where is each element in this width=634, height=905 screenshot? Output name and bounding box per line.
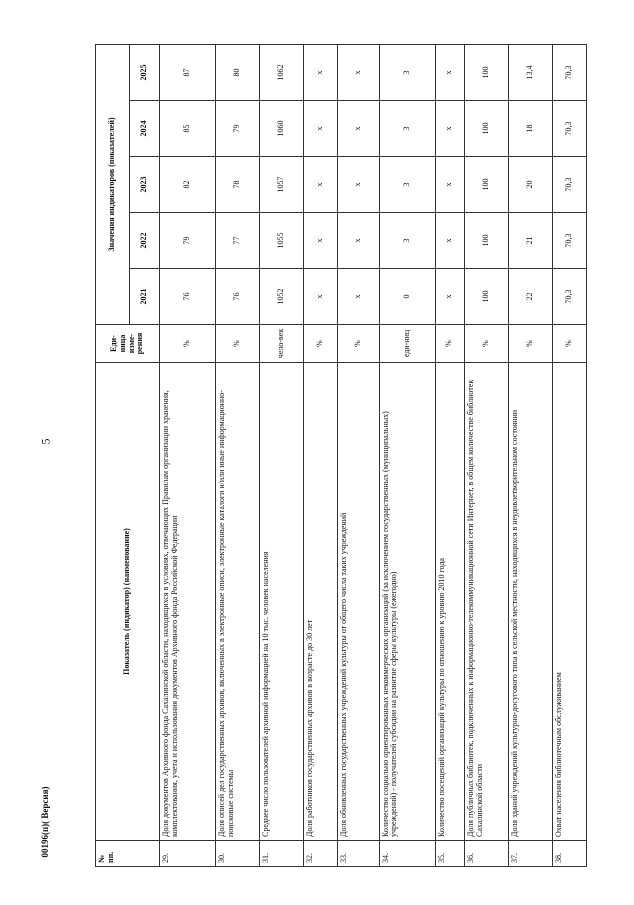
row-value: 70,3	[552, 101, 586, 157]
row-value: 1052	[260, 269, 304, 325]
row-unit: %	[216, 325, 260, 363]
row-value: 79	[160, 213, 216, 269]
row-unit: %	[435, 325, 464, 363]
table-row	[464, 44, 508, 866]
row-value: 78	[216, 157, 260, 213]
table-row	[508, 44, 552, 866]
row-value: 1060	[260, 101, 304, 157]
row-value: 87	[160, 44, 216, 100]
row-value: 70,3	[552, 213, 586, 269]
header-values-group: Значения индикаторов (показателей)	[96, 44, 130, 324]
row-value: x	[435, 157, 464, 213]
row-value: x	[435, 269, 464, 325]
row-value: 100	[464, 44, 508, 100]
row-value: 70,3	[552, 269, 586, 325]
header-unit: Еди-ница изме-рения	[96, 325, 160, 363]
header-name: Показатель (индикатор) (наименование)	[96, 363, 160, 841]
row-value: 22	[508, 269, 552, 325]
row-value: 0	[379, 269, 435, 325]
row-unit: еди-ниц	[379, 325, 435, 363]
row-value: 3	[379, 157, 435, 213]
row-num: 33.	[338, 841, 379, 867]
row-value: 76	[160, 269, 216, 325]
row-name: Доля описей дел государственных архивов, включенных в электронные описи, электронные каталоги и/или иные информационно-поисковые системы	[216, 363, 260, 841]
row-name: Доля работников государственных архивов в возрасте до 30 лет	[303, 363, 337, 841]
table-row	[303, 44, 337, 866]
row-value: x	[303, 269, 337, 325]
row-value: 79	[216, 101, 260, 157]
row-num: 35.	[435, 841, 464, 867]
row-unit: %	[160, 325, 216, 363]
row-unit: чело-век	[260, 325, 304, 363]
row-num: 37.	[508, 841, 552, 867]
row-value: 77	[216, 213, 260, 269]
table-row	[160, 44, 216, 866]
row-value: 20	[508, 157, 552, 213]
row-value: x	[303, 44, 337, 100]
row-value: 13,4	[508, 44, 552, 100]
row-value: x	[435, 44, 464, 100]
row-name: Доля публичных библиотек, подключенных к информационно-телекоммуникационной сети Интернет, в общем количестве библиотек Сахалинской области	[464, 363, 508, 841]
document-footer-code: 00196(п)( Версия)	[40, 786, 50, 858]
row-value: x	[338, 213, 379, 269]
row-value: 70,3	[552, 157, 586, 213]
header-num: № пп.	[96, 841, 160, 867]
row-value: x	[338, 44, 379, 100]
row-name: Доля обновленных государственных учреждений культуры от общего числа таких учреждений	[338, 363, 379, 841]
row-name: Доля зданий учреждений культурно-досугового типа в сельской местности, находящихся в неудовлетворительном состоянии	[508, 363, 552, 841]
row-num: 32.	[303, 841, 337, 867]
row-value: x	[303, 213, 337, 269]
row-value: x	[435, 101, 464, 157]
row-value: 70,3	[552, 44, 586, 100]
row-value: 100	[464, 269, 508, 325]
header-year: 2025	[130, 44, 160, 100]
row-value: 100	[464, 157, 508, 213]
row-name: Охват населения библиотечным обслуживанием	[552, 363, 586, 841]
row-value: 3	[379, 44, 435, 100]
row-value: 85	[160, 101, 216, 157]
row-value: 3	[379, 101, 435, 157]
table-row	[260, 44, 304, 866]
table-row	[216, 44, 260, 866]
row-value: x	[338, 157, 379, 213]
row-num: 31.	[260, 841, 304, 867]
row-value: 82	[160, 157, 216, 213]
table-row	[435, 44, 464, 866]
rotated-table-container	[95, 45, 587, 867]
row-num: 34.	[379, 841, 435, 867]
row-unit: %	[552, 325, 586, 363]
row-value: 1055	[260, 213, 304, 269]
row-value: 21	[508, 213, 552, 269]
row-value: 100	[464, 213, 508, 269]
row-value: 1057	[260, 157, 304, 213]
row-num: 36.	[464, 841, 508, 867]
row-value: 80	[216, 44, 260, 100]
row-name: Среднее число пользователей архивной информацией на 10 тыс. человек населения	[260, 363, 304, 841]
row-name: Доля документов Архивного фонда Сахалинской области, находящихся в условиях, отвечающих Правилам организации хранения, комплектования, учета и использования документов Архивного фонда Российской Федерации	[160, 363, 216, 841]
header-year: 2022	[130, 213, 160, 269]
row-value: x	[303, 157, 337, 213]
row-value: x	[435, 213, 464, 269]
header-year: 2023	[130, 157, 160, 213]
row-value: 3	[379, 213, 435, 269]
row-unit: %	[464, 325, 508, 363]
header-year: 2021	[130, 269, 160, 325]
header-year: 2024	[130, 101, 160, 157]
row-value: x	[338, 269, 379, 325]
row-unit: %	[508, 325, 552, 363]
row-value: 76	[216, 269, 260, 325]
row-value: 1062	[260, 44, 304, 100]
table-row	[379, 44, 435, 866]
row-unit: %	[338, 325, 379, 363]
row-num: 29.	[160, 841, 216, 867]
row-value: x	[338, 101, 379, 157]
table-row	[552, 44, 586, 866]
row-num: 30.	[216, 841, 260, 867]
table-row	[338, 44, 379, 866]
page-number: 5	[38, 438, 53, 445]
row-value: 18	[508, 101, 552, 157]
indicators-table	[95, 44, 587, 867]
row-value: x	[303, 101, 337, 157]
row-name: Количество посещений организаций культуры по отношению к уровню 2010 года	[435, 363, 464, 841]
row-unit: %	[303, 325, 337, 363]
row-name: Количество социально ориентированных некоммерческих организаций (за исключением государственных (муниципальных) учреждений) - получателей субсидии на развитие сферы культуры (ежегодно)	[379, 363, 435, 841]
row-value: 100	[464, 101, 508, 157]
row-num: 38.	[552, 841, 586, 867]
